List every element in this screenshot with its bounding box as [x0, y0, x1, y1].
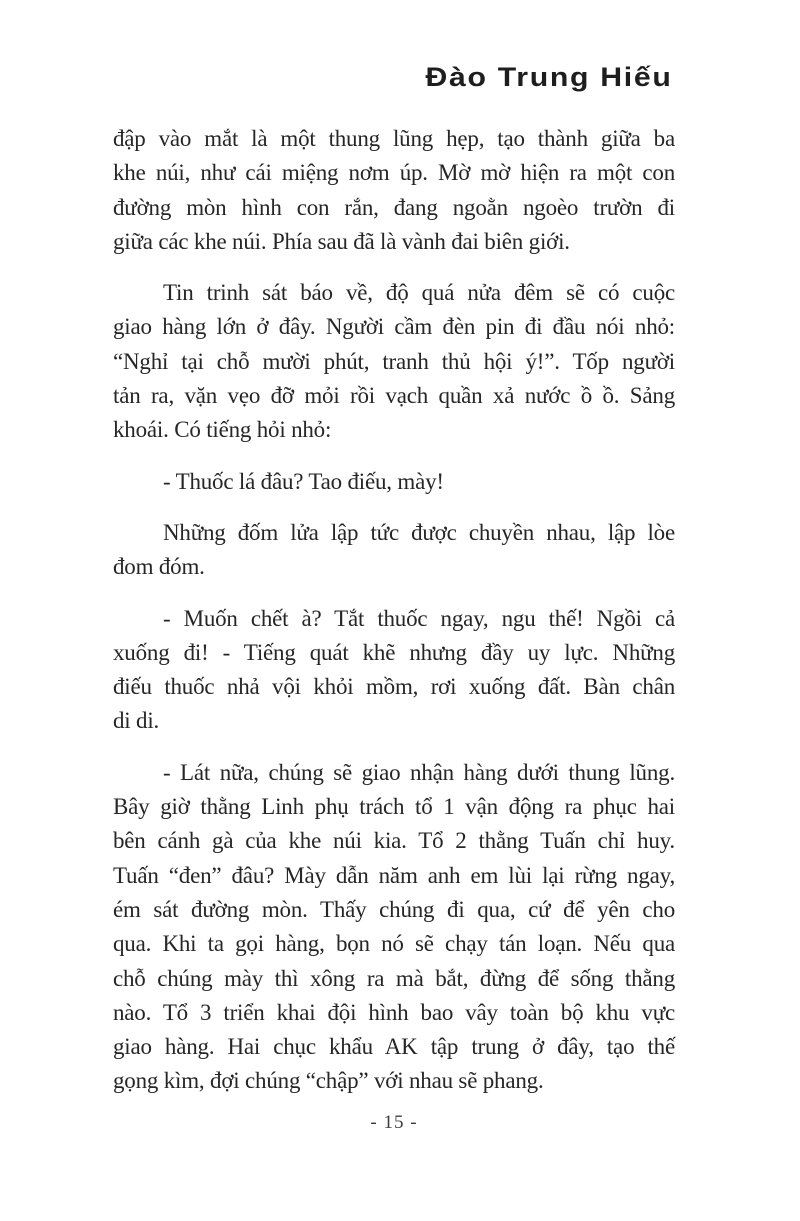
text-line: di di.: [113, 708, 160, 734]
text-line: giữa các khe núi. Phía sau đã là vành đai biên giới.: [113, 228, 570, 254]
page-number: - 15 -: [370, 1112, 418, 1133]
text-line: xuống đi! - Tiếng quát khẽ nhưng đầy uy lực. Những: [113, 639, 675, 665]
text-line: điếu thuốc nhả vội khỏi mồm, rơi xuống đất. Bàn chân: [113, 674, 675, 700]
text-line: đom đóm.: [113, 554, 205, 580]
text-line: đường mòn hình con rắn, đang ngoằn ngoèo trườn đi: [113, 194, 675, 220]
text-line: chỗ chúng mày thì xông ra mà bắt, đừng để sống thằng: [113, 965, 675, 991]
text-line: giao hàng lớn ở đây. Người cầm đèn pin đi đầu nói nhỏ:: [113, 314, 675, 340]
text-line: Tuấn “đen” đâu? Mày dẫn năm anh em lùi lại rừng ngay,: [113, 862, 675, 888]
paragraph: [113, 602, 675, 739]
text-line: Những đốm lửa lập tức được chuyền nhau, lập lòe: [163, 519, 675, 545]
text-line: Tin trinh sát báo về, độ quá nửa đêm sẽ có cuộc: [163, 280, 675, 306]
body-text: [113, 122, 675, 1099]
author-header: Đào Trung Hiếu: [426, 62, 673, 92]
text-line: - Lát nữa, chúng sẽ giao nhận hàng dưới thung lũng.: [163, 759, 675, 785]
text-line: ém sát đường mòn. Thấy chúng đi qua, cứ để yên cho: [113, 896, 675, 922]
text-line: bên cánh gà của khe núi kia. Tổ 2 thằng Tuấn chỉ huy.: [113, 828, 675, 854]
paragraph: [113, 756, 675, 1099]
text-line: giao hàng. Hai chục khẩu AK tập trung ở đây, tạo thế: [113, 1034, 675, 1060]
paragraph: [113, 465, 675, 499]
text-line: nào. Tổ 3 triển khai đội hình bao vây toàn bộ khu vực: [113, 999, 675, 1025]
text-line: đập vào mắt là một thung lũng hẹp, tạo thành giữa ba: [113, 126, 675, 151]
text-line: gọng kìm, đợi chúng “chập” với nhau sẽ phang.: [113, 1068, 544, 1094]
text-line: - Thuốc lá đâu? Tao điếu, mày!: [163, 468, 444, 494]
text-line: “Nghỉ tại chỗ mười phút, tranh thủ hội ý!”. Tốp người: [113, 348, 675, 374]
paragraph: [113, 122, 675, 259]
paragraph: [113, 516, 675, 585]
text-line: khe núi, như cái miệng nơm úp. Mờ mờ hiện ra một con: [113, 160, 675, 186]
text-line: tản ra, vặn vẹo đỡ mỏi rồi vạch quần xả nước ồ ồ. Sảng: [113, 383, 675, 409]
paragraph: [113, 276, 675, 447]
text-line: qua. Khi ta gọi hàng, bọn nó sẽ chạy tán loạn. Nếu qua: [113, 931, 675, 957]
text-line: - Muốn chết à? Tắt thuốc ngay, ngu thế! Ngồi cả: [163, 605, 675, 631]
text-line: Bây giờ thằng Linh phụ trách tổ 1 vận động ra phục hai: [113, 794, 675, 820]
text-line: khoái. Có tiếng hỏi nhỏ:: [113, 417, 332, 443]
